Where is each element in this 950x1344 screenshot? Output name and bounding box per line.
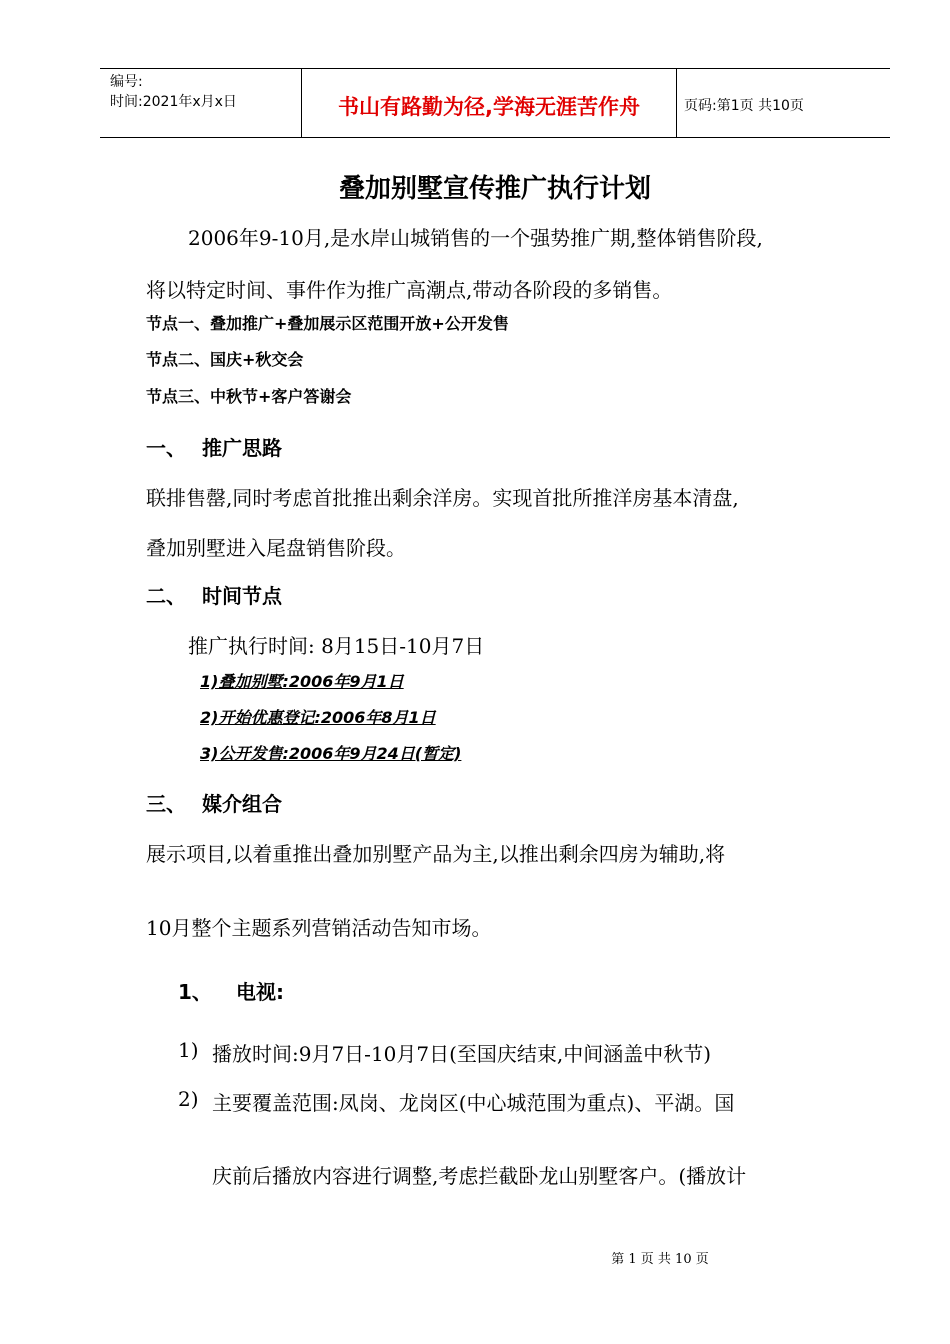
section-1-line-2: 叠加别墅进入尾盘销售阶段。 xyxy=(146,536,406,560)
node-item-2: 节点二、国庆+秋交会 xyxy=(146,350,304,369)
section-3-line-2: 10月整个主题系列营销活动告知市场。 xyxy=(146,916,492,940)
section-2-title: 时间节点 xyxy=(202,584,282,608)
section-1-number: 一、 xyxy=(146,436,186,460)
node-item-1: 节点一、叠加推广+叠加展示区范围开放+公开发售 xyxy=(146,314,509,333)
document-number-label: 编号: xyxy=(110,74,143,90)
document-time-label: 时间:2021年x月x日 xyxy=(110,94,237,110)
intro-line-2: 将以特定时间、事件作为推广高潮点,带动各阶段的多销售。 xyxy=(146,278,673,302)
subsection-1-title: 电视: xyxy=(236,980,284,1004)
header-page-info: 页码:第1页 共10页 xyxy=(684,98,804,114)
tv-item-1-number: 1) xyxy=(178,1038,199,1062)
header-table xyxy=(100,68,890,138)
section-3-title: 媒介组合 xyxy=(202,792,282,816)
header-page-cell xyxy=(676,69,890,137)
tv-item-2-number: 2) xyxy=(178,1087,199,1111)
node-item-3: 节点三、中秋节+客户答谢会 xyxy=(146,387,352,406)
timeline-item-2: 2)开始优惠登记:2006年8月1日 xyxy=(200,708,436,727)
subsection-1-number: 1、 xyxy=(178,980,212,1004)
section-3-line-1: 展示项目,以着重推出叠加别墅产品为主,以推出剩余四房为辅助,将 xyxy=(146,842,726,866)
section-2-number: 二、 xyxy=(146,584,186,608)
page-footer: 第 1 页 共 10 页 xyxy=(611,1252,709,1267)
timeline-item-1: 1)叠加别墅:2006年9月1日 xyxy=(200,672,404,691)
header-motto-cell xyxy=(301,69,677,137)
section-3-number: 三、 xyxy=(146,792,186,816)
timeline-item-3: 3)公开发售:2006年9月24日(暂定) xyxy=(200,744,462,763)
header-meta-cell xyxy=(100,69,301,137)
section-1-title: 推广思路 xyxy=(202,436,282,460)
header-motto: 书山有路勤为径,学海无涯苦作舟 xyxy=(338,95,640,119)
section-2-exec-time: 推广执行时间: 8月15日-10月7日 xyxy=(188,634,485,658)
tv-item-2-continuation: 庆前后播放内容进行调整,考虑拦截卧龙山别墅客户。(播放计 xyxy=(212,1164,747,1188)
document-title: 叠加别墅宣传推广执行计划 xyxy=(338,174,651,204)
section-1-line-1: 联排售罄,同时考虑首批推出剩余洋房。实现首批所推洋房基本清盘, xyxy=(146,486,739,510)
tv-item-1-text: 播放时间:9月7日-10月7日(至国庆结束,中间涵盖中秋节) xyxy=(212,1042,712,1066)
intro-line-1: 2006年9-10月,是水岸山城销售的一个强势推广期,整体销售阶段, xyxy=(188,226,763,250)
tv-item-2-text: 主要覆盖范围:凤岗、龙岗区(中心城范围为重点)、平湖。国 xyxy=(212,1091,735,1115)
